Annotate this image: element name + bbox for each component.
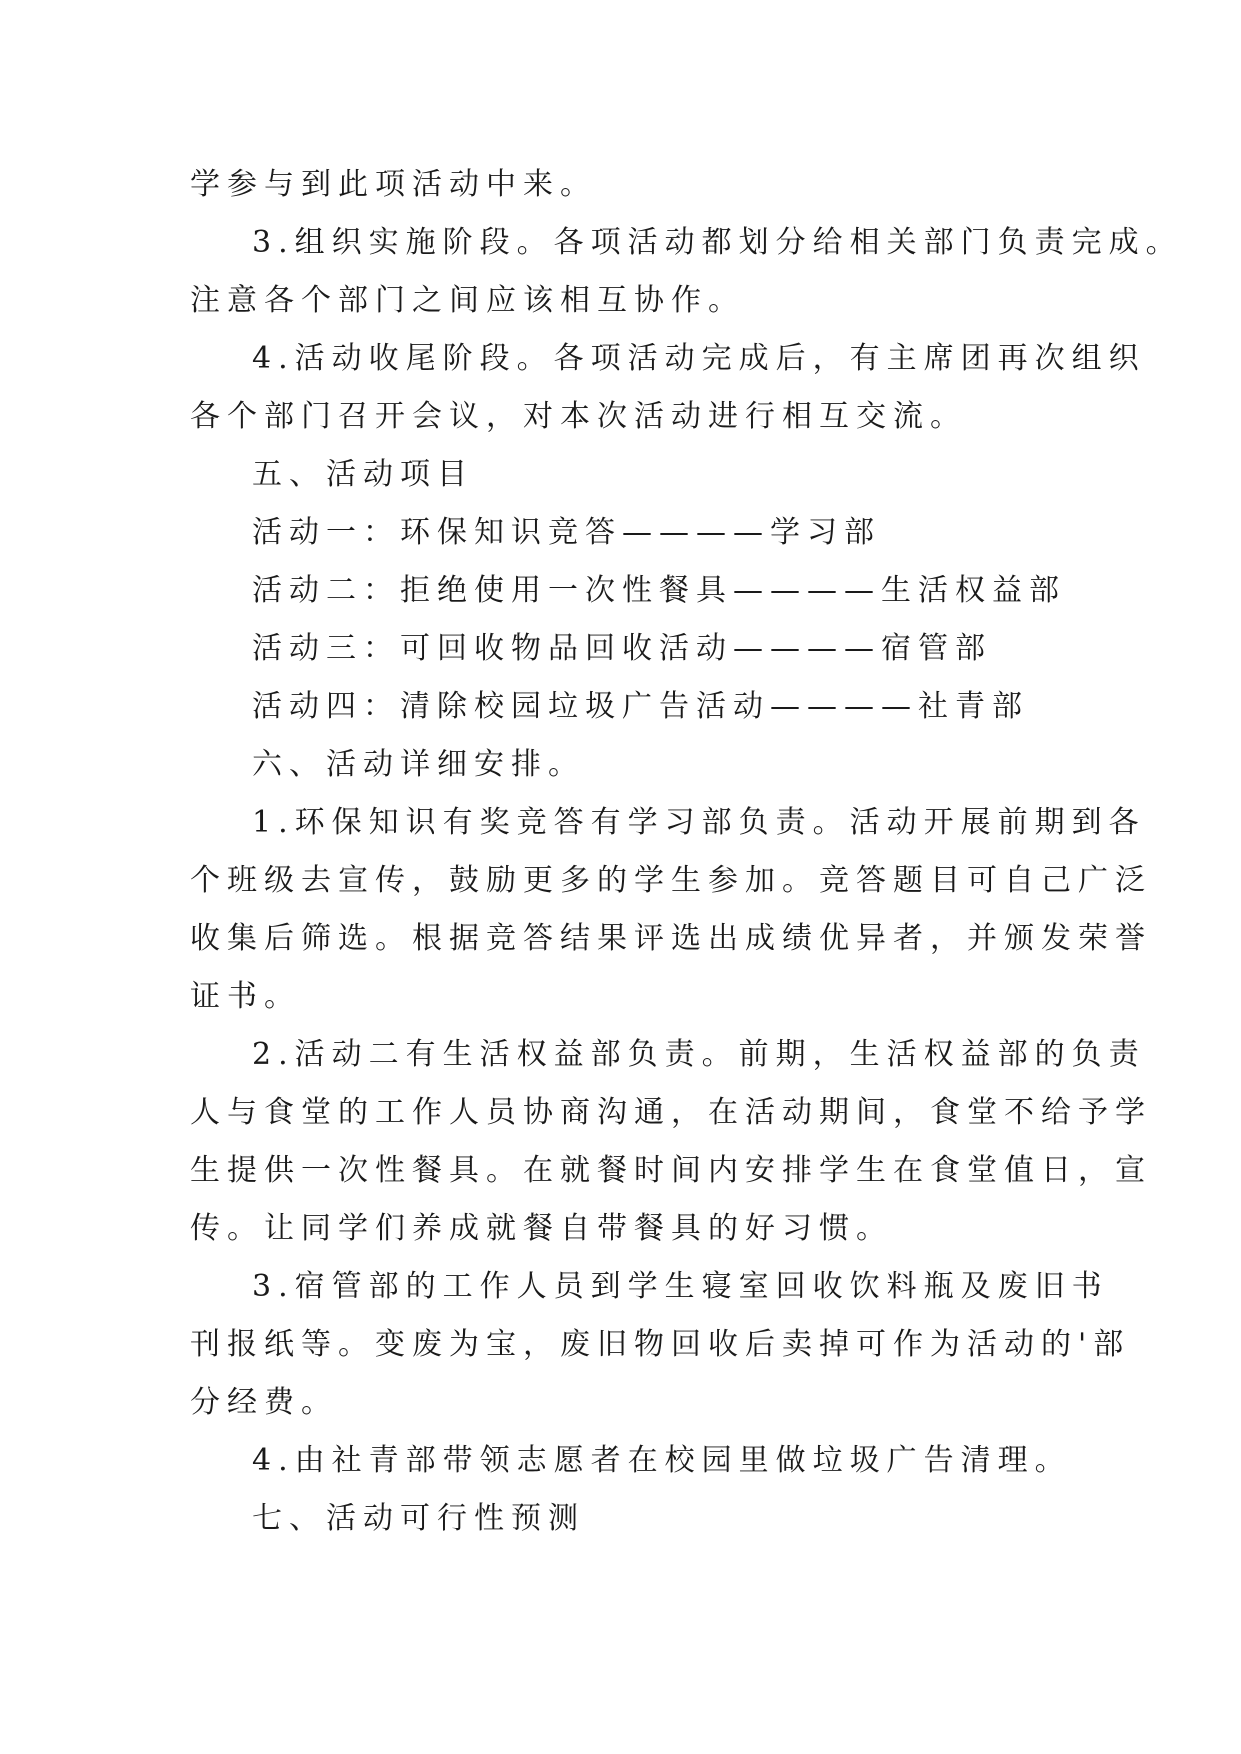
text-line: 个班级去宣传，鼓励更多的学生参加。竞答题目可自己广泛 (190, 863, 1152, 898)
section-heading: 七、活动可行性预测 (252, 1501, 585, 1536)
text-line: 人与食堂的工作人员协商沟通，在活动期间，食堂不给予学 (190, 1095, 1152, 1130)
text-line: 活动三：可回收物品回收活动————宿管部 (252, 631, 992, 666)
section-heading: 五、活动项目 (252, 457, 474, 492)
text-line: 4.由社青部带领志愿者在校园里做垃圾广告清理。 (252, 1443, 1072, 1478)
text-line: 分经费。 (190, 1385, 338, 1420)
text-line: 活动一：环保知识竞答————学习部 (252, 515, 881, 550)
text-line: 3.宿管部的工作人员到学生寝室回收饮料瓶及废旧书 (252, 1269, 1109, 1304)
text-line: 传。让同学们养成就餐自带餐具的好习惯。 (190, 1211, 893, 1246)
text-line: 活动二：拒绝使用一次性餐具————生活权益部 (252, 573, 1066, 608)
text-line: 生提供一次性餐具。在就餐时间内安排学生在食堂值日，宣 (190, 1153, 1152, 1188)
text-line: 2.活动二有生活权益部负责。前期，生活权益部的负责 (252, 1037, 1146, 1072)
text-line: 刊报纸等。变废为宝，废旧物回收后卖掉可作为活动的'部 (190, 1327, 1131, 1362)
text-line: 学参与到此项活动中来。 (190, 167, 597, 202)
text-line: 收集后筛选。根据竞答结果评选出成绩优异者，并颁发荣誉 (190, 921, 1152, 956)
text-line: 3.组织实施阶段。各项活动都划分给相关部门负责完成。 (252, 225, 1183, 260)
text-line: 1.环保知识有奖竞答有学习部负责。活动开展前期到各 (252, 805, 1146, 840)
section-heading: 六、活动详细安排。 (252, 747, 585, 782)
text-line: 4.活动收尾阶段。各项活动完成后，有主席团再次组织 (252, 341, 1146, 376)
text-line: 证书。 (190, 979, 301, 1014)
text-line: 活动四：清除校园垃圾广告活动————社青部 (252, 689, 1029, 724)
text-line: 各个部门召开会议，对本次活动进行相互交流。 (190, 399, 967, 434)
text-line: 注意各个部门之间应该相互协作。 (190, 283, 745, 318)
